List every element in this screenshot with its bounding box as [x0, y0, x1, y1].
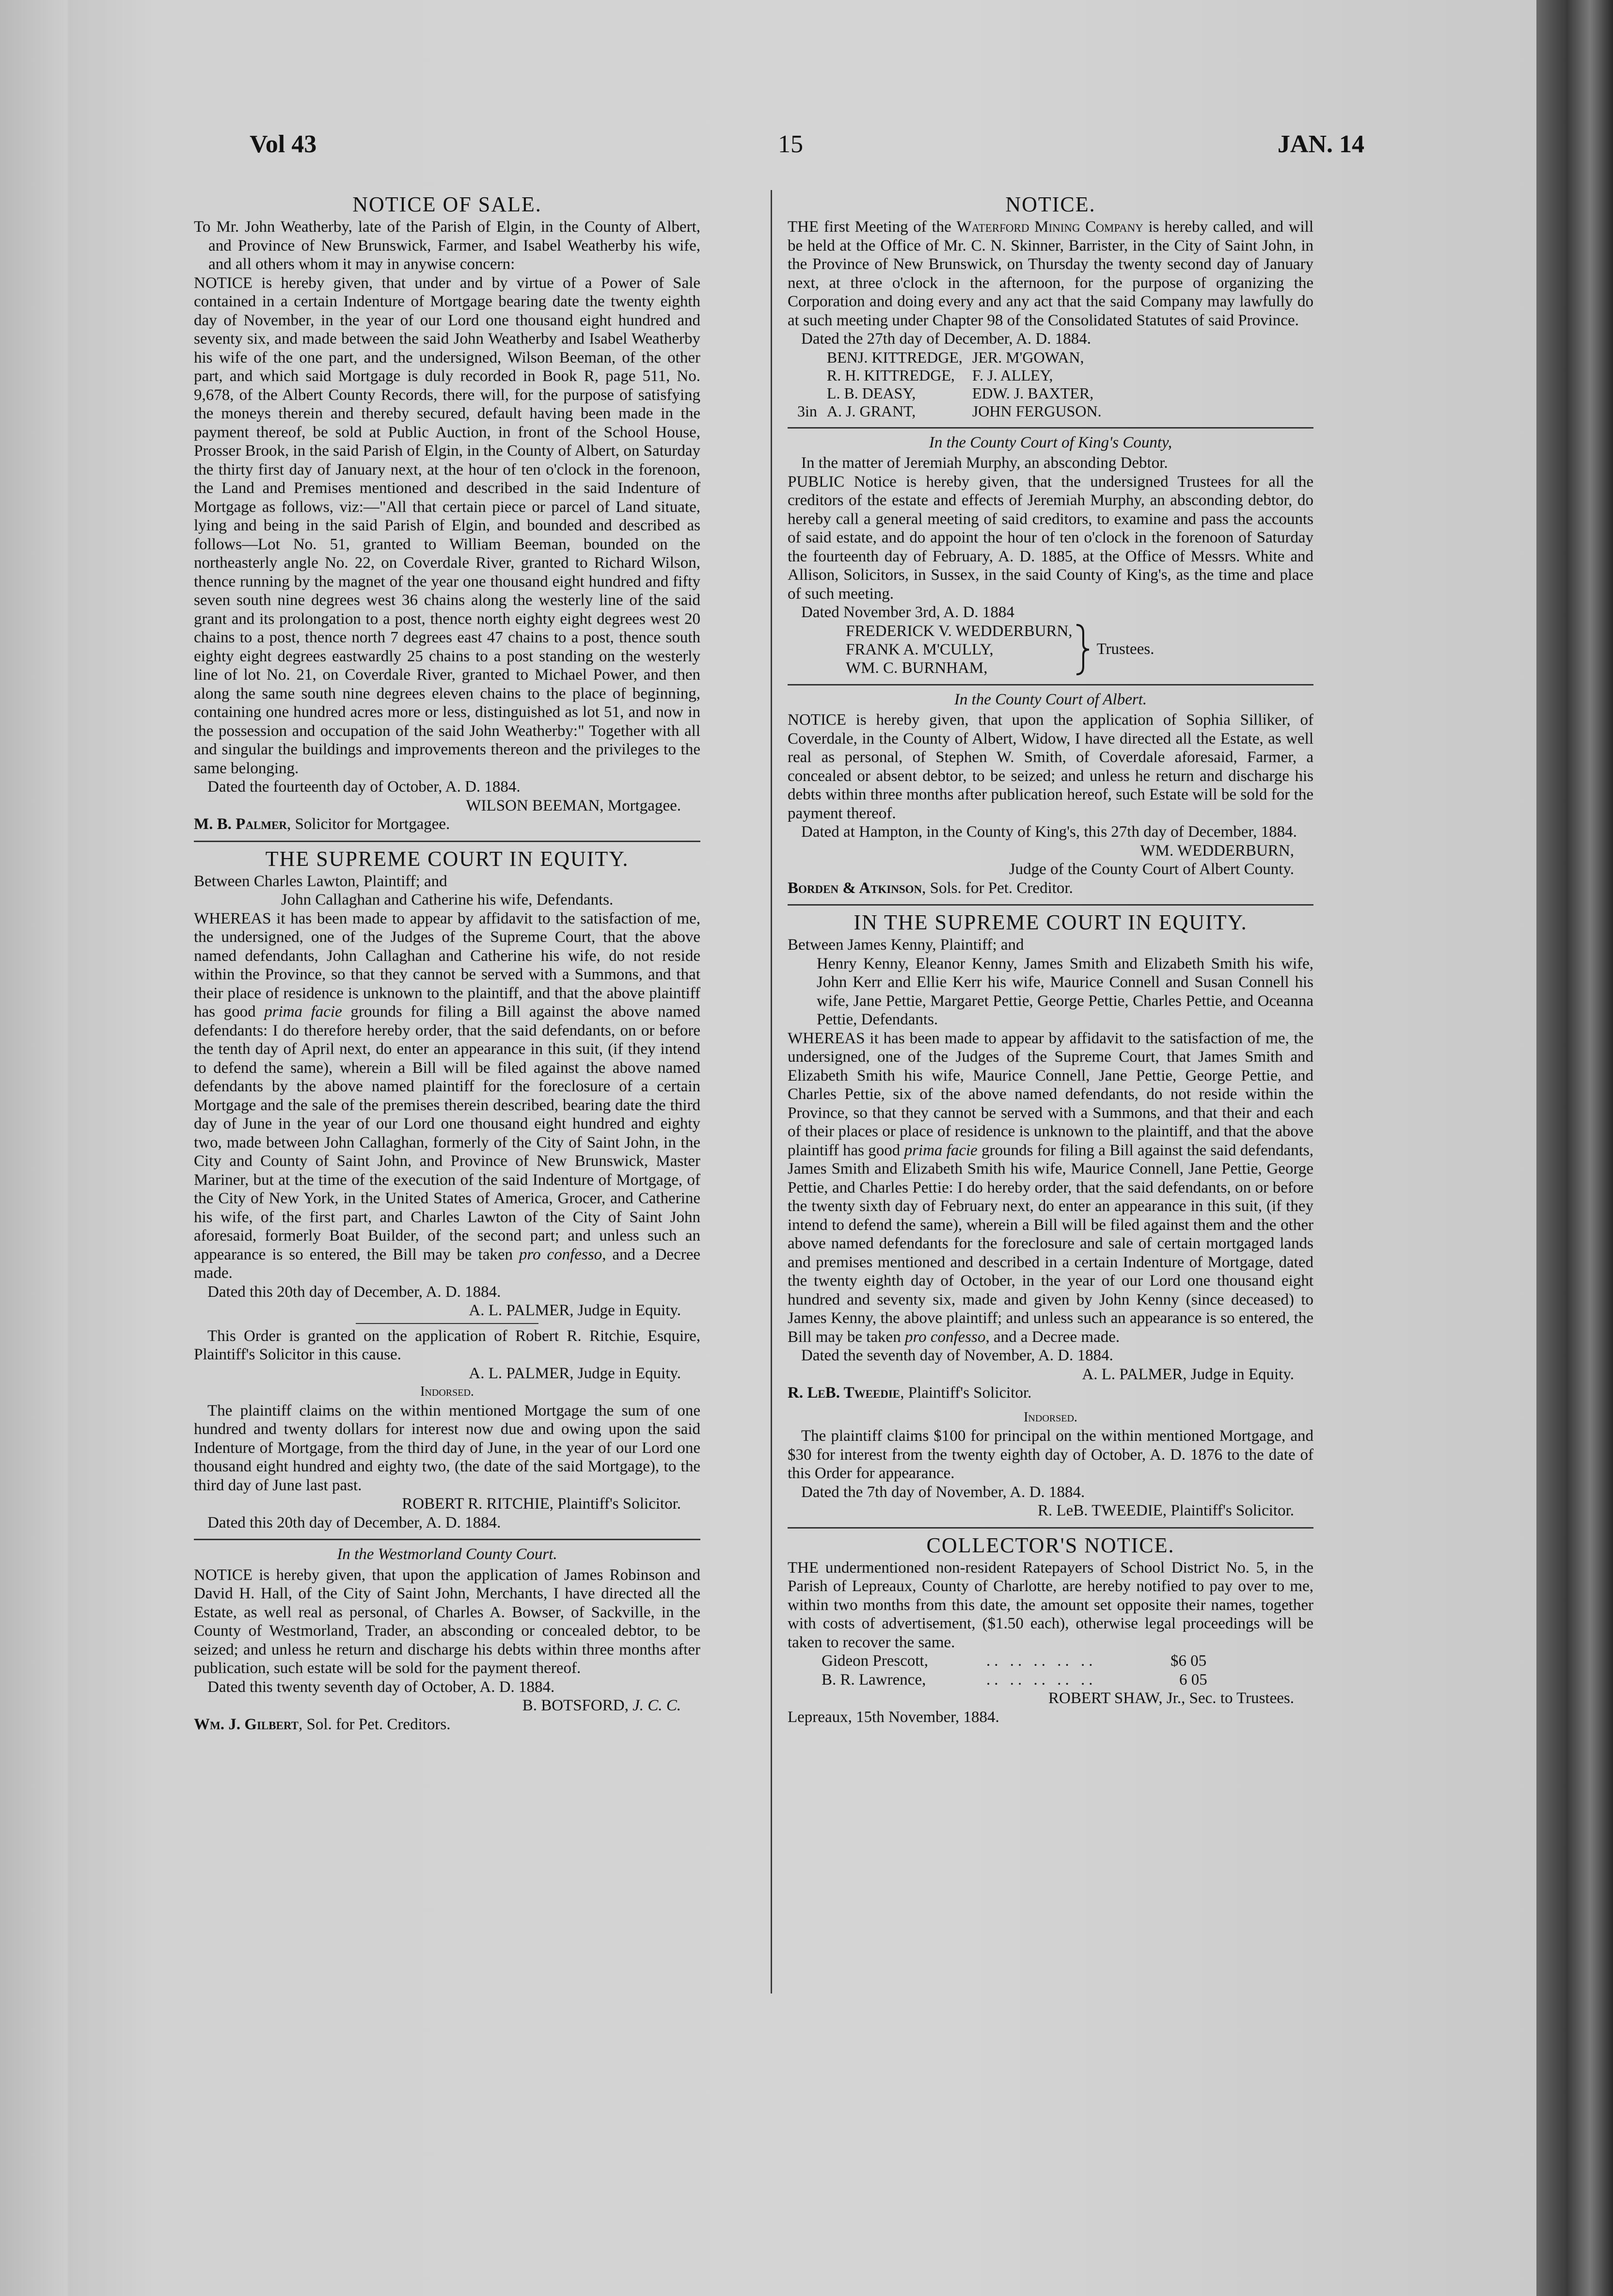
signatory-name: A. J. GRANT,	[826, 402, 916, 420]
albert-solicitor-role: , Sols. for Pet. Creditor.	[922, 879, 1073, 897]
leader-dots: .. .. .. .. ..	[986, 1652, 1097, 1670]
mining-body-part-2: is hereby called, and will be held at the Office of Mr. C. N. Skinner, Barrister, in the City of Saint John, in the Province of New Brunswick, on Thursday the twenty second day of January next, at three o'clock in the afternoon, for the purpose of organizing the Corporation and doing every and any act that the said Company may lawfully do at such meeting under Chapter 98 of the Consolidated Statutes of said Province.	[788, 218, 1313, 329]
fee-row	[822, 1671, 1313, 1690]
amount-due: 6 05	[1179, 1671, 1207, 1689]
equity2-body	[788, 1029, 1313, 1347]
mining-signatories	[792, 349, 1107, 420]
kings-date: Dated November 3rd, A. D. 1884	[801, 604, 1014, 621]
collector-body: THE undermentioned non-resident Ratepayers of School District No. 5, in the Parish of Lepreaux, County of Charlotte, are hereby notified to pay over to me, within two months from this date, the amount set opposite their names, together with costs of advertisement, ($1.50 each), otherwise legal proceedings will be taken to recover the same.	[788, 1559, 1313, 1651]
section-rule	[194, 1539, 700, 1540]
equity2-solicitor-2: R. LeB. TWEEDIE, Plaintiff's Solicitor.	[1037, 1502, 1294, 1519]
collector-place-date: Lepreaux, 15th November, 1884.	[788, 1708, 999, 1726]
equity2-body-part-1: WHEREAS it has been made to appear by affidavit to the satisfaction of me, the undersigned, one of the Judges of the Supreme Court, that James Smith and Elizabeth Smith his wife, Maurice Connell, Jane Pettie, George Pettie, and Charles Pettie, six of the above named defendants, do not reside within the Province, so that they cannot be served with a Summons, and that their and each of their places or place of residence is unknown to the plaintiff, and that the above plaintiff has good	[788, 1029, 1313, 1159]
signatory-name: BENJ. KITTREDGE,	[826, 348, 963, 366]
mining-notice	[788, 192, 1313, 420]
issue-date: JAN. 14	[1277, 130, 1364, 158]
trustees-label: Trustees.	[1096, 640, 1154, 658]
left-column	[194, 191, 700, 1734]
signatory-row	[792, 367, 1107, 384]
kings-body: PUBLIC Notice is hereby given, that the undersigned Trustees for all the creditors of the estate and effects of Jeremiah Murphy, an absconding debtor, do hereby call a general meeting of said creditors, to examine and pass the accounts of said estate, and do appoint the hour of ten o'clock in the forenoon of Saturday the fourteenth day of February, A. D. 1885, at the Office of Messrs. White and Allison, Solicitors, in Sussex, in the said County of King's, as the time and place of such meeting.	[788, 473, 1313, 603]
insertion-mark	[792, 349, 822, 367]
equity2-body-part-2: grounds for filing a Bill against the said defendants, James Smith and Elizabeth Smith his wife, Maurice Connell, Jane Pettie, George Pettie, and Charles Pettie: I do hereby order, that the said defendants, on or before the twenty sixth day of February next, do enter an appearance in this suit, (if they intend to defend the same), wherein a Bill will be filed against them and the other above named defendants for the foreclosure and sale of certain mortgaged lands and premises mentioned and described in a certain Indenture of Mortgage, dated the twenty eighth day of October, in the year of our Lord one thousand eight hundred and seventy six, made and given by John Kenny (since deceased) to James Kenny, the above plaintiff; and unless such an appearance is so entered, the Bill may be taken	[788, 1141, 1314, 1346]
equity2-judge: A. L. PALMER, Judge in Equity.	[1082, 1365, 1294, 1383]
westmorland-signer	[194, 1696, 700, 1715]
equity-indorsed: Indorsed.	[420, 1384, 474, 1399]
solicitor-role: , Solicitor for Mortgagee.	[286, 815, 450, 833]
albert-body: NOTICE is hereby given, that upon the application of Sophia Silliker, of Coverdale, in the County of Albert, Widow, I have directed all the Estate, as well real as personal, of Stephen W. Smith, of Coverdale aforesaid, Farmer, a concealed or absent debtor, to be seized; and unless he return and discharge his debts within three months after publication hereof, such Estate will be sold for the payment thereof.	[788, 711, 1313, 822]
westmorland-date: Dated this twenty seventh day of October, A. D. 1884.	[207, 1678, 555, 1696]
equity2-body-italic-1: prima facie	[904, 1141, 978, 1159]
equity2-date-2: Dated the 7th day of November, A. D. 1884.	[801, 1483, 1085, 1501]
albert-signer-title: Judge of the County Court of Albert County.	[1009, 861, 1294, 878]
signatory-row	[792, 402, 1107, 420]
page-binding-edge	[1536, 0, 1613, 2296]
collectors-notice	[788, 1533, 1313, 1727]
westmorland-solicitor	[194, 1715, 700, 1734]
equity-body-part-3: , and a Decree made.	[194, 1245, 701, 1282]
signatory-name: L. B. DEASY,	[826, 384, 916, 402]
equity-judge-2: A. L. PALMER, Judge in Equity.	[469, 1364, 681, 1382]
equity2-claim: The plaintiff claims $100 for principal on the within mentioned Mortgage, and $30 for interest from the twenty eighth day of October, A. D. 1876 to the date of this Order for appearance.	[788, 1427, 1313, 1482]
equity2-indorsed: Indorsed.	[1024, 1409, 1077, 1425]
westmorland-signer-title: J. C. C.	[633, 1697, 681, 1714]
signatory-name: EDW. J. BAXTER,	[972, 384, 1094, 402]
albert-date: Dated at Hampton, in the County of King's, this 27th day of December, 1884.	[801, 823, 1297, 841]
equity-claim: The plaintiff claims on the within mentioned Mortgage the sum of one hundred and twenty dollars for interest now due and owing upon the said Indenture of Mortgage, from the third day of June, in the year of our Lord one thousand eight hundred and eighty two, (the date of the said Mortgage), to the third day of June last past.	[194, 1402, 700, 1494]
section-rule	[788, 427, 1313, 429]
page-left-margin	[0, 0, 73, 2296]
trustee-name: FRANK A. M'CULLY,	[846, 640, 994, 658]
equity-date: Dated this 20th day of December, A. D. 1884.	[207, 1283, 501, 1301]
right-column	[788, 191, 1313, 1726]
equity-notice-kenny	[788, 910, 1313, 1520]
signatory-name: R. H. KITTREDGE,	[826, 366, 955, 384]
page-number: 15	[778, 130, 803, 158]
notice-of-sale-title: NOTICE OF SALE.	[352, 192, 542, 216]
albert-county-notice	[788, 690, 1313, 898]
westmorland-notice	[194, 1545, 700, 1734]
kings-county-notice	[788, 433, 1313, 677]
notice-of-sale-date: Dated the fourteenth day of October, A. D. 1884.	[207, 778, 521, 796]
albert-solicitor	[788, 879, 1313, 898]
westmorland-signer-name: B. BOTSFORD,	[522, 1697, 629, 1714]
equity2-body-italic-2: pro confesso	[904, 1328, 986, 1346]
section-rule	[788, 684, 1313, 686]
collector-fee-list	[822, 1652, 1313, 1689]
notice-of-sale-body: NOTICE is hereby given, that under and by virtue of a Power of Sale contained in a certain Indenture of Mortgage bearing date the twenty eighth day of November, in the year of our Lord one thousand eight hundred and seventy six, and made between the said John Weatherby and Isabel Weatherby his wife of the one part, and the undersigned, Wilson Beeman, of the other part, and which said Mortgage is duly recorded in Book R, page 511, No. 9,678, of the Albert County Records, there will, for the purpose of satisfying the moneys therein and thereby secured, default having been made in the payment thereof, be sold at Public Auction, in front of the School House, Prosser Brook, in the said Parish of Elgin, in the County of Albert, on Saturday the thirty first day of January next, at the hour of ten o'clock in the forenoon, the Land and Premises mentioned and described in the said Indenture of Mortgage as follows, viz:—"All that certain piece or parcel of Land situate, lying and being in the said Parish of Elgin, and bounded and described as follows—Lot No. 51, granted to William Beeman, bounded on the northeasterly angle No. 22, on Coverdale River, granted to Richard Wilson, thence running by the magnet of the year one thousand eight hundred and fifty seven south nine degrees west 36 chains along the westerly line of the said grant and its prolongation to a post, thence north eighty eight degrees west 20 chains to a post, thence north 7 degrees east 47 chains to a post, thence south eighty eight degrees eastwardly 25 chains to a post standing on the westerly line of lot No. 21, on Coverdale River, granted to Michael Power, and then along the same south nine degrees eleven chains to the place of beginning, containing one hundred acres more or less, distinguished as lot 51, and now in the possession and occupation of the said John Weatherby:" Together with all and singular the buildings and improvements thereon and the privileges to the same belonging.	[194, 274, 700, 777]
volume-label: Vol 43	[250, 130, 317, 158]
mining-body	[788, 218, 1313, 330]
brace-icon	[1073, 623, 1092, 676]
short-rule	[356, 1323, 538, 1324]
mining-company-name: Waterford Mining Company	[956, 218, 1143, 236]
collector-signer: ROBERT SHAW, Jr., Sec. to Trustees.	[1048, 1690, 1294, 1707]
trustee-list	[846, 622, 1073, 677]
notice-of-sale-solicitor	[194, 815, 700, 834]
equity-solicitor: ROBERT R. RITCHIE, Plaintiff's Solicitor.	[402, 1495, 681, 1513]
mining-body-part-1: THE first Meeting of the	[788, 218, 951, 236]
kings-court: In the County Court of King's County,	[929, 433, 1172, 451]
fee-row	[822, 1652, 1313, 1671]
mining-title: NOTICE.	[1005, 192, 1096, 216]
equity-body-part-2: grounds for filing a Bill against the above named defendants: I do therefore hereby order, that the said defendants, on or before the tenth day of April next, do enter an appearance in this suit, (if they intend to defend the same), wherein a Bill will be filed against the above named defendants by the above named plaintiff for the foreclosure of a certain Mortgage and the sale of the premises therein described, bearing date the third day of June in the year of our Lord one thousand eight hundred and eighty two, made between John Callaghan, formerly of the City of Saint John, in the City and County of Saint John, and Province of New Brunswick, Master Mariner, but at the time of the execution of the said Indenture of Mortgage, of the City of New York, in the United States of America, Grocer, and Catherine his wife, of the first part, and Charles Lawton of the City of Saint John aforesaid, formerly Boat Builder, of the second part; and unless such an appearance is so entered, the Bill may be taken	[194, 1003, 701, 1263]
equity-judge: A. L. PALMER, Judge in Equity.	[469, 1302, 681, 1319]
equity-parties-plaintiff: Between Charles Lawton, Plaintiff; and	[194, 872, 447, 890]
section-rule	[788, 1527, 1313, 1529]
section-rule	[788, 904, 1313, 906]
equity2-date: Dated the seventh day of November, A. D. 1884.	[801, 1347, 1113, 1364]
page-header	[250, 130, 1364, 183]
westmorland-court: In the Westmorland County Court.	[337, 1546, 557, 1563]
equity-date-2: Dated this 20th day of December, A. D. 1884.	[207, 1514, 501, 1531]
kings-matter: In the matter of Jeremiah Murphy, an absconding Debtor.	[801, 454, 1168, 472]
leader-dots: .. .. .. .. ..	[986, 1671, 1097, 1689]
equity2-body-part-3: , and a Decree made.	[985, 1328, 1120, 1346]
equity-parties-defendants: John Callaghan and Catherine his wife, Defendants.	[281, 891, 614, 909]
trustee-name: WM. C. BURNHAM,	[846, 659, 988, 677]
ratepayer-name: Gideon Prescott,	[822, 1652, 928, 1670]
equity2-solicitor	[788, 1384, 1313, 1403]
equity2-title: IN THE SUPREME COURT IN EQUITY.	[854, 910, 1248, 934]
section-rule	[194, 841, 700, 842]
amount-due: $6 05	[1170, 1652, 1207, 1670]
collector-title: COLLECTOR'S NOTICE.	[926, 1533, 1175, 1557]
signatory-name: F. J. ALLEY,	[972, 366, 1053, 384]
mining-date: Dated the 27th day of December, A. D. 1884.	[801, 330, 1091, 348]
equity-body-italic-1: prima facie	[264, 1003, 342, 1020]
equity2-parties-plaintiff: Between James Kenny, Plaintiff; and	[788, 936, 1024, 954]
equity2-solicitor-name: R. LeB. Tweedie	[788, 1384, 901, 1402]
westmorland-solicitor-name: Wm. J. Gilbert	[194, 1715, 299, 1733]
signatory-name: JOHN FERGUSON.	[972, 402, 1102, 420]
albert-solicitor-name: Borden & Atkinson	[788, 879, 922, 897]
insertion-mark	[792, 384, 822, 402]
albert-signer: WM. WEDDERBURN,	[1140, 842, 1294, 860]
notice-of-sale-address: To Mr. John Weatherby, late of the Parish of Elgin, in the County of Albert, and Province of New Brunswick, Farmer, and Isabel Weatherby his wife, and all others whom it may in anywise concern:	[194, 218, 700, 273]
column-divider	[771, 190, 772, 1993]
equity-notice-lawton	[194, 847, 700, 1532]
equity2-solicitor-role: , Plaintiff's Solicitor.	[900, 1384, 1032, 1402]
trustee-name: FREDERICK V. WEDDERBURN,	[846, 622, 1073, 640]
signatory-row	[792, 384, 1107, 402]
equity2-parties-defendants: Henry Kenny, Eleanor Kenny, James Smith and Elizabeth Smith his wife, John Kerr and Ellie Kerr his wife, Maurice Connell and Susan Connell his wife, Jane Pettie, Margaret Pettie, George Pettie, Charles Pettie, and Oceanna Pettie, Defendants.	[817, 955, 1313, 1028]
signatory-row	[792, 349, 1107, 367]
westmorland-body: NOTICE is hereby given, that upon the application of James Robinson and David H. Hall, of the City of Saint John, Merchants, I have directed all the Estate, as well real as personal, of Charles A. Bowser, of Sackville, in the County of Westmorland, Trader, an absconding or concealed debtor, to be seized; and unless he return and discharge his debts within three months after publication, such estate will be sold for the payment thereof.	[194, 1566, 700, 1677]
equity-order: This Order is granted on the application of Robert R. Ritchie, Esquire, Plaintiff's Solicitor in this cause.	[194, 1327, 700, 1363]
equity-title: THE SUPREME COURT IN EQUITY.	[265, 846, 629, 871]
equity-body-part-1: WHEREAS it has been made to appear by affidavit to the satisfaction of me, the undersigned, one of the Judges of the Supreme Court, that the above named defendants, John Callaghan and Catherine his wife, do not reside within the Province, so that they cannot be served with a Summons, and that their place of residence is unknown to the plaintiff, and that the above plaintiff has good	[194, 909, 700, 1020]
insertion-mark: 3in	[797, 402, 817, 420]
albert-court: In the County Court of Albert.	[954, 690, 1147, 708]
solicitor-name: M. B. Palmer	[194, 815, 287, 833]
ratepayer-name: B. R. Lawrence,	[822, 1671, 926, 1689]
equity-body	[194, 909, 700, 1283]
notice-of-sale-signer: WILSON BEEMAN, Mortgagee.	[466, 797, 681, 814]
westmorland-solicitor-role: , Sol. for Pet. Creditors.	[299, 1715, 451, 1733]
insertion-mark	[792, 367, 822, 384]
kings-trustees	[846, 622, 1313, 677]
equity-body-italic-2: pro confesso	[519, 1245, 602, 1263]
signatory-name: JER. M'GOWAN,	[972, 348, 1084, 366]
notice-of-sale	[194, 192, 700, 834]
